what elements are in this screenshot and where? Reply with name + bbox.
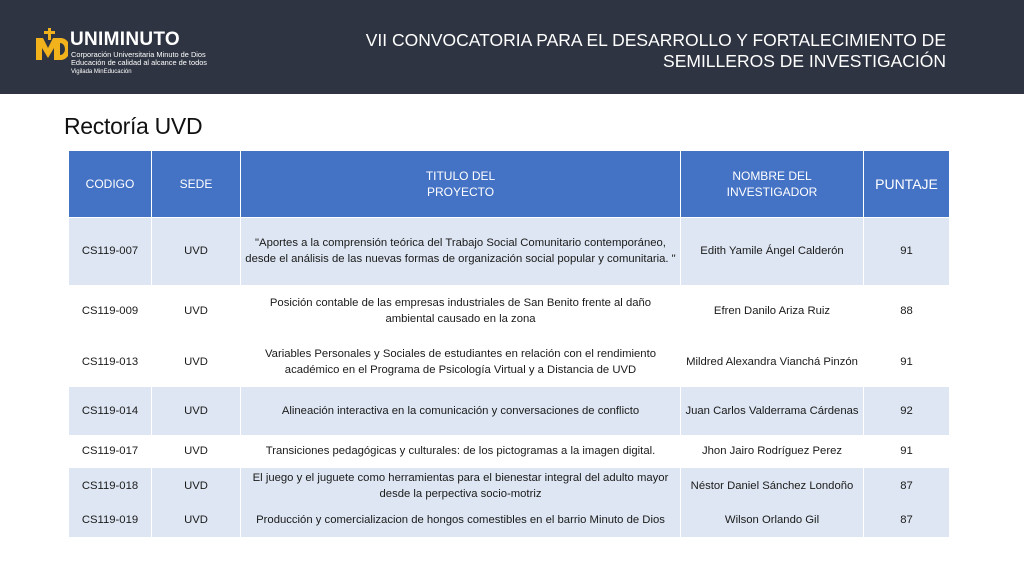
cell-sede: UVD [152,387,241,435]
table-row [69,468,950,504]
cell-puntaje: 91 [864,218,950,285]
header-bar [0,0,1024,94]
logo-tagline-3: Vigilada MinEducación [71,69,132,75]
cell-titulo: Alineación interactiva en la comunicación y conversaciones de conflicto [241,387,681,435]
table-row [69,387,950,435]
column-header-puntaje: PUNTAJE [864,151,950,218]
cell-investigador: Juan Carlos Valderrama Cárdenas [681,387,864,435]
cell-puntaje: 92 [864,387,950,435]
cell-titulo [241,285,681,337]
md-logo-icon [34,28,68,68]
cell-titulo [241,218,681,285]
cell-sede: UVD [152,218,241,285]
column-header-investigador [681,151,864,218]
cell-codigo: CS119-014 [69,387,152,435]
cell-titulo [241,337,681,387]
cell-puntaje: 91 [864,435,950,468]
column-header-sede: SEDE [152,151,241,218]
header-title [326,30,946,72]
cell-codigo: CS119-017 [69,435,152,468]
column-header-titulo [241,151,681,218]
cell-investigador: Néstor Daniel Sánchez Londoño [681,468,864,504]
cell-codigo: CS119-018 [69,468,152,504]
cell-codigo: CS119-007 [69,218,152,285]
cell-titulo-line-2: ambiental causado en la zona [385,312,536,325]
cell-titulo-line-1: Variables Personales y Sociales de estudiantes en relación con el rendimiento [264,347,657,360]
cell-sede: UVD [152,435,241,468]
cell-titulo-line-2: desde la perpectiva socio-motriz [379,487,542,500]
cell-sede: UVD [152,468,241,504]
table-row [69,218,950,285]
results-table [68,150,950,537]
cell-investigador: Wilson Orlando Gil [681,504,864,537]
cell-sede: UVD [152,337,241,387]
header-title-line-1: VII CONVOCATORIA PARA EL DESARROLLO Y FORTALECIMIENTO DE [365,30,946,50]
column-header-investigador-line-2: INVESTIGADOR [726,185,818,199]
logo-tagline-1: Corporación Universitaria Minuto de Dios [71,50,206,59]
cell-investigador: Mildred Alexandra Vianchá Pinzón [681,337,864,387]
table-row [69,435,950,468]
cell-puntaje: 88 [864,285,950,337]
column-header-titulo-line-1: TITULO DEL [425,169,496,183]
cell-titulo-line-1: El juego y el juguete como herramientas para el bienestar integral del adulto mayor [252,471,669,484]
cell-puntaje: 87 [864,468,950,504]
cell-codigo: CS119-013 [69,337,152,387]
cell-titulo-line-2: académico en el Programa de Psicología Virtual y a Distancia de UVD [284,363,637,376]
table-row [69,285,950,337]
cell-codigo: CS119-009 [69,285,152,337]
column-header-titulo-line-2: PROYECTO [426,185,495,199]
logo-name: UNIMINUTO [70,29,181,50]
cell-codigo: CS119-019 [69,504,152,537]
cell-titulo: Producción y comercializacion de hongos comestibles en el barrio Minuto de Dios [241,504,681,537]
page-title: Rectoría UVD [64,113,203,139]
cell-investigador: Edith Yamile Ángel Calderón [681,218,864,285]
cell-titulo-line-1: Posición contable de las empresas industriales de San Benito frente al daño [269,296,652,309]
table-row [69,504,950,537]
cell-titulo [241,468,681,504]
cell-sede: UVD [152,285,241,337]
cell-investigador: Efren Danilo Ariza Ruiz [681,285,864,337]
table-header-row [69,151,950,218]
cell-investigador: Jhon Jairo Rodríguez Perez [681,435,864,468]
cell-puntaje: 87 [864,504,950,537]
logo-tagline-2: Educación de calidad al alcance de todos [71,58,208,67]
cell-titulo-line-1: "Aportes a la comprensión teórica del Trabajo Social Comunitario contemporáneo, [255,237,666,250]
cell-sede: UVD [152,504,241,537]
column-header-codigo: CODIGO [69,151,152,218]
column-header-investigador-line-1: NOMBRE DEL [732,169,812,183]
cell-titulo-line-2: desde el análisis de las nuevas formas de organización social popular y comunitaria. " [245,253,676,266]
uniminuto-logo [34,24,234,76]
table-row [69,337,950,387]
header-title-line-2: SEMILLEROS DE INVESTIGACIÓN [663,51,946,71]
cell-titulo: Transiciones pedagógicas y culturales: de los pictogramas a la imagen digital. [241,435,681,468]
cell-puntaje: 91 [864,337,950,387]
